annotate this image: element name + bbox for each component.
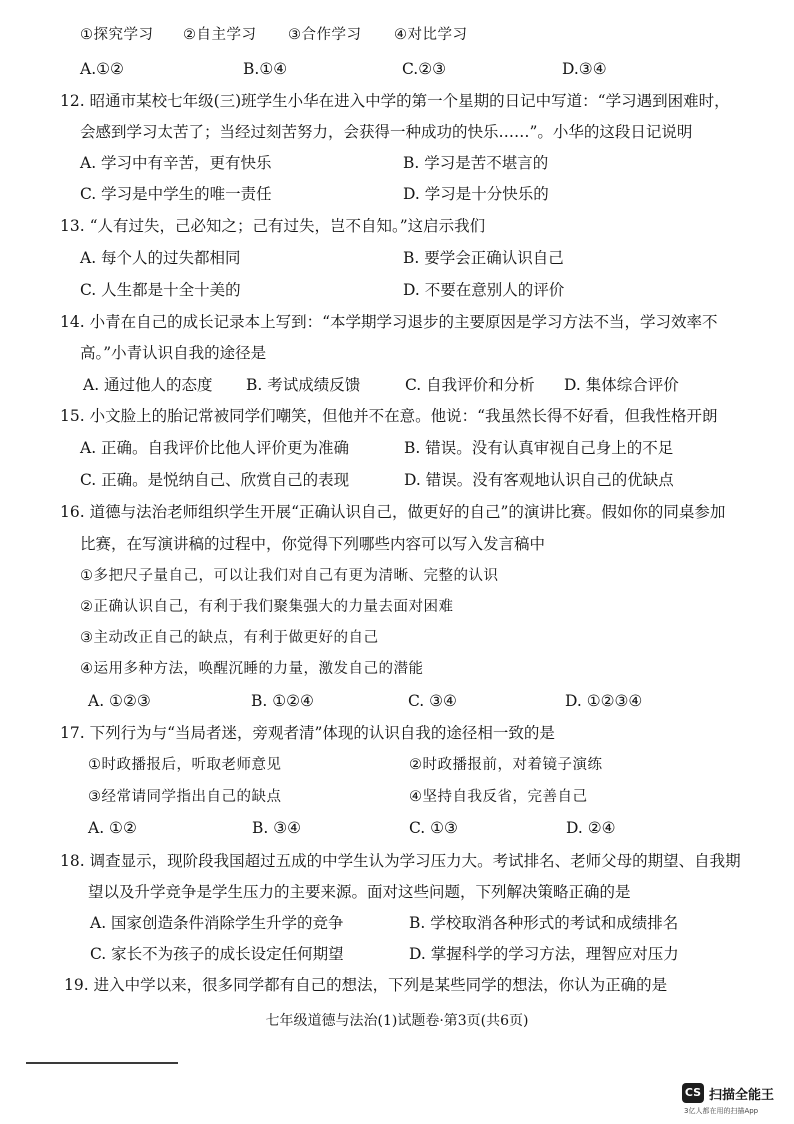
q16-option-a: A. ①②③: [88, 692, 151, 710]
q11-statement-3: ③合作学习: [288, 27, 362, 43]
q17-option-b: B. ③④: [252, 819, 302, 837]
q12-option-d: D. 学习是十分快乐的: [403, 185, 549, 203]
q18-option-a: A. 国家创造条件消除学生升学的竞争: [90, 914, 344, 932]
q17-stem: 17. 下列行为与“当局者迷，旁观者清”体现的认识自我的途径相一致的是: [60, 724, 555, 742]
q12-option-b: B. 学习是苦不堪言的: [403, 154, 549, 172]
q14-option-d: D. 集体综合评价: [564, 376, 679, 394]
q18-option-c: C. 家长不为孩子的成长设定任何期望: [90, 945, 344, 963]
q11-statement-4: ④对比学习: [394, 27, 468, 43]
q16-statement-3: ③主动改正自己的缺点，有利于做更好的自己: [80, 630, 379, 646]
q11-statement-2: ②自主学习: [183, 27, 257, 43]
q16-statement-1: ①多把尺子量自己，可以让我们对自己有更为清晰、完整的认识: [80, 568, 499, 584]
q16-stem-line-1: 16. 道德与法治老师组织学生开展“正确认识自己，做更好的自己”的演讲比赛。假如你的同桌参加: [60, 503, 726, 521]
q17-option-a: A. ①②: [88, 819, 137, 837]
q16-statement-2: ②正确认识自己，有利于我们聚集强大的力量去面对困难: [80, 599, 454, 615]
q15-option-d: D. 错误。没有客观地认识自己的优缺点: [404, 471, 674, 489]
q12-option-a: A. 学习中有辛苦，更有快乐: [80, 154, 272, 172]
page-footer: 七年级道德与法治(1)试题卷·第3页(共6页): [265, 1013, 529, 1029]
camscanner-logo-tagline: 3亿人都在用的扫描App: [684, 1107, 759, 1115]
q13-option-a: A. 每个人的过失都相同: [80, 249, 241, 267]
footer-rule: [26, 1062, 178, 1064]
q17-statement-3: ③经常请同学指出自己的缺点: [88, 789, 282, 805]
q15-option-b: B. 错误。没有认真审视自己身上的不足: [404, 439, 674, 457]
q14-option-a: A. 通过他人的态度: [83, 376, 213, 394]
q18-stem-line-2: 望以及升学竞争是学生压力的主要来源。面对这些问题，下列解决策略正确的是: [88, 883, 631, 901]
q17-statement-4: ④坚持自我反省，完善自己: [409, 789, 588, 805]
q14-stem-line-1: 14. 小青在自己的成长记录本上写到：“本学期学习退步的主要原因是学习方法不当，学习效率不: [60, 313, 718, 331]
q12-stem-line-1: 12. 昭通市某校七年级(三)班学生小华在进入中学的第一个星期的日记中写道：“学习遇到困难时，: [60, 92, 730, 110]
camscanner-logo-icon: CS: [682, 1083, 704, 1103]
q16-stem-line-2: 比赛，在写演讲稿的过程中，你觉得下列哪些内容可以写入发言稿中: [80, 535, 546, 553]
q16-option-c: C. ③④: [408, 692, 457, 710]
q15-option-a: A. 正确。自我评价比他人评价更为准确: [80, 439, 350, 457]
q13-option-c: C. 人生都是十全十美的: [80, 281, 241, 299]
q16-option-b: B. ①②④: [251, 692, 314, 710]
camscanner-logo-name: 扫描全能王: [709, 1088, 775, 1103]
q16-option-d: D. ①②③④: [565, 692, 643, 710]
q14-stem-line-2: 高。”小青认识自我的途径是: [80, 344, 267, 362]
q17-option-c: C. ①③: [409, 819, 458, 837]
q15-option-c: C. 正确。是悦纳自己、欣赏自己的表现: [80, 471, 350, 489]
q11-option-a: A.①②: [80, 60, 124, 78]
q12-option-c: C. 学习是中学生的唯一责任: [80, 185, 272, 203]
q18-stem-line-1: 18. 调查显示，现阶段我国超过五成的中学生认为学习压力大。考试排名、老师父母的期望、自我期: [60, 852, 741, 870]
q17-statement-2: ②时政播报前，对着镜子演练: [409, 757, 603, 773]
q11-option-c: C.②③: [402, 60, 447, 78]
q14-option-b: B. 考试成绩反馈: [246, 376, 361, 394]
q11-option-d: D.③④: [562, 60, 607, 78]
q18-option-d: D. 掌握科学的学习方法，理智应对压力: [409, 945, 679, 963]
q14-option-c: C. 自我评价和分析: [405, 376, 535, 394]
q16-statement-4: ④运用多种方法，唤醒沉睡的力量，激发自己的潜能: [80, 661, 424, 677]
q13-option-d: D. 不要在意别人的评价: [403, 281, 565, 299]
q11-option-b: B.①④: [243, 60, 288, 78]
q19-stem: 19. 进入中学以来，很多同学都有自己的想法，下列是某些同学的想法，你认为正确的是: [64, 976, 668, 994]
camscanner-watermark: [682, 1083, 790, 1119]
q11-statement-1: ①探究学习: [80, 27, 154, 43]
q12-stem-line-2: 会感到学习太苦了；当经过刻苦努力，会获得一种成功的快乐……”。小华的这段日记说明: [80, 123, 693, 141]
q17-statement-1: ①时政播报后，听取老师意见: [88, 757, 282, 773]
q17-option-d: D. ②④: [566, 819, 616, 837]
q18-option-b: B. 学校取消各种形式的考试和成绩排名: [409, 914, 679, 932]
q13-stem: 13. “人有过失，己必知之；己有过失，岂不自知。”这启示我们: [60, 217, 486, 235]
q13-option-b: B. 要学会正确认识自己: [403, 249, 564, 267]
q15-stem: 15. 小文脸上的胎记常被同学们嘲笑，但他并不在意。他说：“我虽然长得不好看，但我性格开朗: [60, 407, 718, 425]
